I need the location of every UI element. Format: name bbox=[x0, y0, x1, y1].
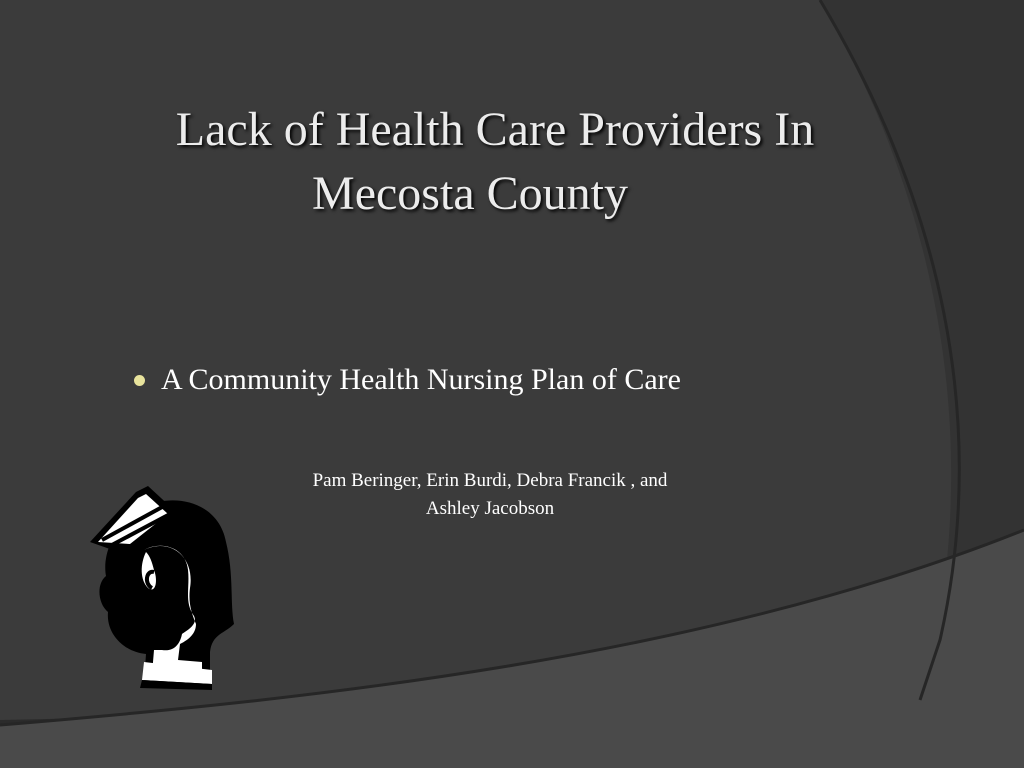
authors-line-2: Ashley Jacobson bbox=[425, 498, 555, 519]
nurse-silhouette-icon bbox=[84, 484, 240, 692]
bullet-dot-icon bbox=[134, 375, 145, 386]
bullet-text: A Community Health Nursing Plan of Care bbox=[161, 363, 681, 396]
title-line-2: Mecosta County bbox=[312, 167, 628, 220]
slide-title bbox=[0, 98, 990, 226]
bullet-item bbox=[134, 360, 934, 400]
authors-line-1: Pam Beringer, Erin Burdi, Debra Francik , and bbox=[312, 470, 668, 491]
title-line-1: Lack of Health Care Providers In bbox=[175, 103, 815, 156]
authors bbox=[250, 467, 730, 523]
